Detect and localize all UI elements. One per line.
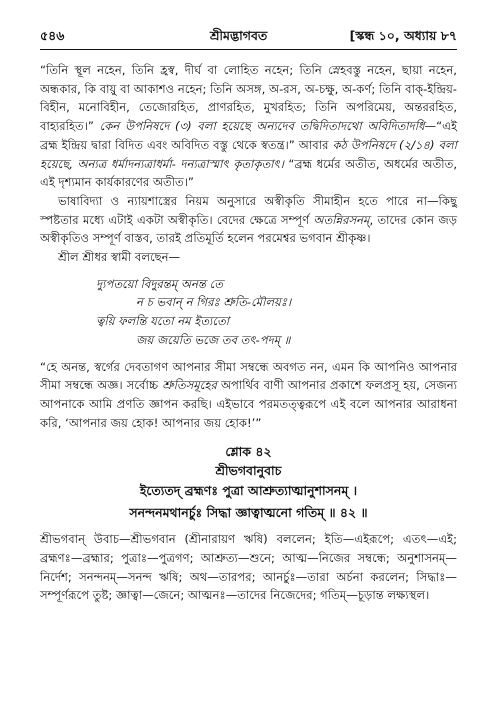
page-number: ৫৪৬ — [40, 28, 65, 43]
book-title: শ্রীমদ্ভাগবত — [210, 28, 268, 43]
sloka-heading: শ্লোক ৪২ — [225, 444, 272, 460]
quoted-verse-line: ন চ ভবান্‌ ন গিরঃ শ্রুতি-মৌলয়ঃ। — [136, 295, 292, 310]
sloka-line-2: সনন্দনমথানর্চুঃ সিদ্ধা জ্ঞাত্বাত্মনো গতিম্‌ ॥ ৪২ ॥ — [129, 505, 368, 521]
sloka-speaker: শ্রীভগবানুবাচ — [215, 463, 282, 479]
purport-paragraph-2: ভাষাবিদ্যা ও ন্যায়শাস্ত্রের নিয়ম অনুসারে অস্বীকৃতি সীমাহীন হতে পারে না—কিছু স্পষ্টতার মধ্যে এটাই একটা অস্বীকৃতি। বেদের ক্ষেত্রে সম্পূর্ণ অতন্নিরসনম্‌, তাদের কোন জড় অস্বীকৃতিও সম্পূর্ণ বাস্তব, তারই প্রতিমূর্তি হলেন পরমেশ্বর ভগবান শ্রীকৃষ্ণ। — [40, 193, 457, 246]
chapter-reference: [স্কন্ধ ১০, অধ্যায় ৮৭ — [349, 28, 457, 43]
header-rule — [40, 49, 457, 50]
sloka-line-1: ইত্যেতদ্‌ ব্রহ্মণঃ পুত্রা আশ্রুত্যাত্মানুশাসনম্‌ । — [139, 483, 358, 499]
page-header — [40, 28, 457, 46]
quoted-verse — [40, 275, 457, 350]
purport-paragraph-4: “হে অনন্ত, স্বর্গের দেবতাগণ আপনার সীমা সম্বন্ধে অবগত নন, এমন কি আপনিও আপনার সীমা সম্বন্ধে অজ্ঞ। সর্বোচ্চ শ্রুতিসমূহের অপার্থিব বাণী আপনার প্রকাশে ফলপ্রসূ হয়, সেজন্য আপনাকে আমি প্রণতি জ্ঞাপন করছি। এইভাবে পরমতত্ত্বরূপে এই বলে আপনার আরাধনা করি, ‘আপনার জয় হোক! আপনার জয় হোক!’” — [40, 359, 457, 430]
quoted-verse-line: জয় জয়েতি ভজে তব তৎ-পদম্‌ ॥ — [136, 332, 291, 347]
purport-paragraph-1: “তিনি স্থূল নহেন, তিনি হ্রস্ব, দীর্ঘ বা লোহিত নহেন; তিনি স্নেহবস্তু নহেন, ছায়া নহেন, অন্ধকার, কি বায়ু বা আকাশও নহেন; তিনি অসঙ্গ, অ-রস, অ-চক্ষু, অ-কর্ণ; তিনি বাক্-ইন্দ্রিয়-বিহীন, মনোবিহীন, তেজোরহিত, প্রাণরহিত, মুখরহিত; তিনি অপরিমেয়, অন্তররহিত, বাহ্যরহিত।” কেন উপনিষদে (৩) বলা হয়েছে অন্যদেব তদ্বিদিতাদথো অবিদিতাদধি—“এই ব্রহ্ম ইন্দ্রিয় দ্বারা বিদিত এবং অবিদিত বস্তু থেকে স্বতন্ত্র।” আবার কঠ উপনিষদে (২/১৪) বলা হয়েছে, অন্যত্র ধর্মাদন্যত্রাধর্মা- দন্যত্রাস্মাৎ কৃতাকৃতাৎ। “ব্রহ্ম ধর্মের অতীত, অধর্মের অতীত, এই দৃশ্যমান কার্যকারণের অতীত।” — [40, 63, 457, 190]
quoted-verse-line: দ্যুপতয়ো বিদুরন্তম্‌ অনন্ত তে — [96, 276, 223, 291]
word-synonyms: শ্রীভগবান্‌ উবাচ—শ্রীভগবান (শ্রীনারায়ণ ঋষি) বললেন; ইতি—এইরূপে; এতৎ—এই; ব্রহ্মণঃ—ব্রহ্মার; পুত্রাঃ—পুত্রগণ; আশ্রুত্য—শুনে; আত্ম—নিজের সম্বন্ধে; অনুশাসনম্‌—নির্দেশ; সনন্দনম্‌—সনন্দ ঋষি; অথ—তারপর; আনর্চুঃ—তারা অর্চনা করলেন; সিদ্ধাঃ—সম্পূর্ণরূপে তুষ্ট; জ্ঞাত্বা—জেনে; আত্মনঃ—তাদের নিজেদের; গতিম্‌—চূড়ান্ত লক্ষ্যস্থল। — [40, 532, 457, 603]
page-body — [40, 61, 457, 605]
quoted-verse-line: ত্বয়ি ফলন্তি যতো নম ইত্যতো — [96, 314, 230, 329]
purport-paragraph-3: শ্রীল শ্রীধর স্বামী বলছেন— — [58, 250, 181, 265]
